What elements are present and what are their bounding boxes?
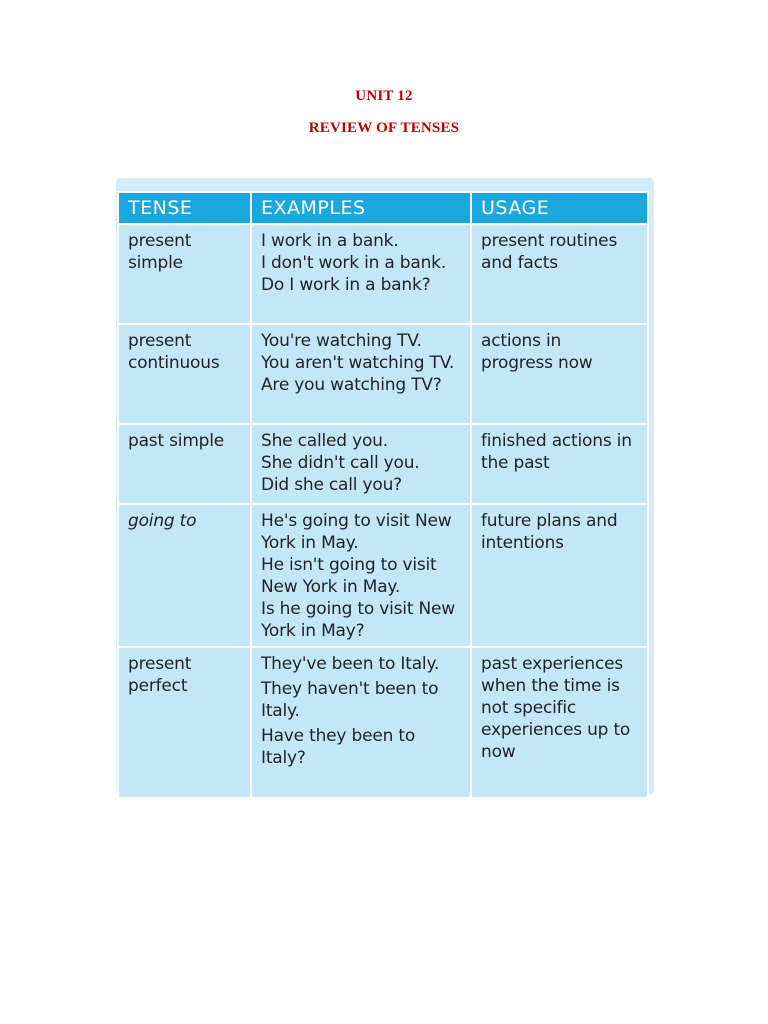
tenses-table (117, 191, 649, 799)
header-usage: USAGE (471, 192, 648, 224)
example-negative: They haven't been to Italy. (261, 679, 439, 721)
tense-label: past simple (128, 431, 225, 451)
tense-cell (118, 324, 251, 424)
table-row (118, 424, 648, 504)
tense-cell (118, 504, 251, 647)
example-affirmative: She called you. (261, 431, 388, 451)
table-header-row (118, 192, 648, 224)
example-question: Have they been to Italy? (261, 726, 416, 768)
example-negative: She didn't call you. (261, 453, 420, 473)
usage-cell (471, 424, 648, 504)
example-question: Did she call you? (261, 475, 402, 495)
examples-cell (251, 424, 471, 504)
tense-label: present perfect (128, 654, 192, 696)
table-row (118, 224, 648, 324)
usage-cell (471, 324, 648, 424)
examples-cell (251, 324, 471, 424)
table-row (118, 647, 648, 798)
examples-cell (251, 224, 471, 324)
example-affirmative: You're watching TV. (261, 331, 422, 351)
tense-label: going to (128, 511, 197, 531)
example-question: Are you watching TV? (261, 375, 442, 395)
examples-cell (251, 647, 471, 798)
tense-label: present continuous (128, 331, 220, 373)
usage-text: finished actions in the past (481, 431, 632, 473)
examples-cell (251, 504, 471, 647)
example-question: Do I work in a bank? (261, 275, 431, 295)
example-negative: You aren't watching TV. (261, 353, 455, 373)
example-affirmative: He's going to visit New York in May. (261, 511, 452, 553)
page-title: REVIEW OF TENSES (308, 120, 460, 136)
usage-text: actions in progress now (481, 331, 593, 373)
header-examples: EXAMPLES (251, 192, 471, 224)
usage-cell (471, 224, 648, 324)
table-row (118, 324, 648, 424)
tense-cell (118, 424, 251, 504)
usage-cell (471, 504, 648, 647)
example-negative: He isn't going to visit New York in May. (261, 555, 437, 597)
usage-cell (471, 647, 648, 798)
usage-text: present routines and facts (481, 231, 618, 273)
header-tense: TENSE (118, 192, 251, 224)
example-affirmative: They've been to Italy. (261, 654, 440, 674)
usage-text: future plans and intentions (481, 511, 618, 553)
unit-heading: UNIT 12 (355, 88, 413, 104)
tense-cell (118, 224, 251, 324)
example-affirmative: I work in a bank. (261, 231, 399, 251)
example-negative: I don't work in a bank. (261, 253, 447, 273)
table-row (118, 504, 648, 647)
tense-cell (118, 647, 251, 798)
example-question: Is he going to visit New York in May? (261, 599, 455, 641)
usage-text: past experiences when the time is not specific experiences up to now (481, 654, 631, 762)
tense-label: present simple (128, 231, 192, 273)
